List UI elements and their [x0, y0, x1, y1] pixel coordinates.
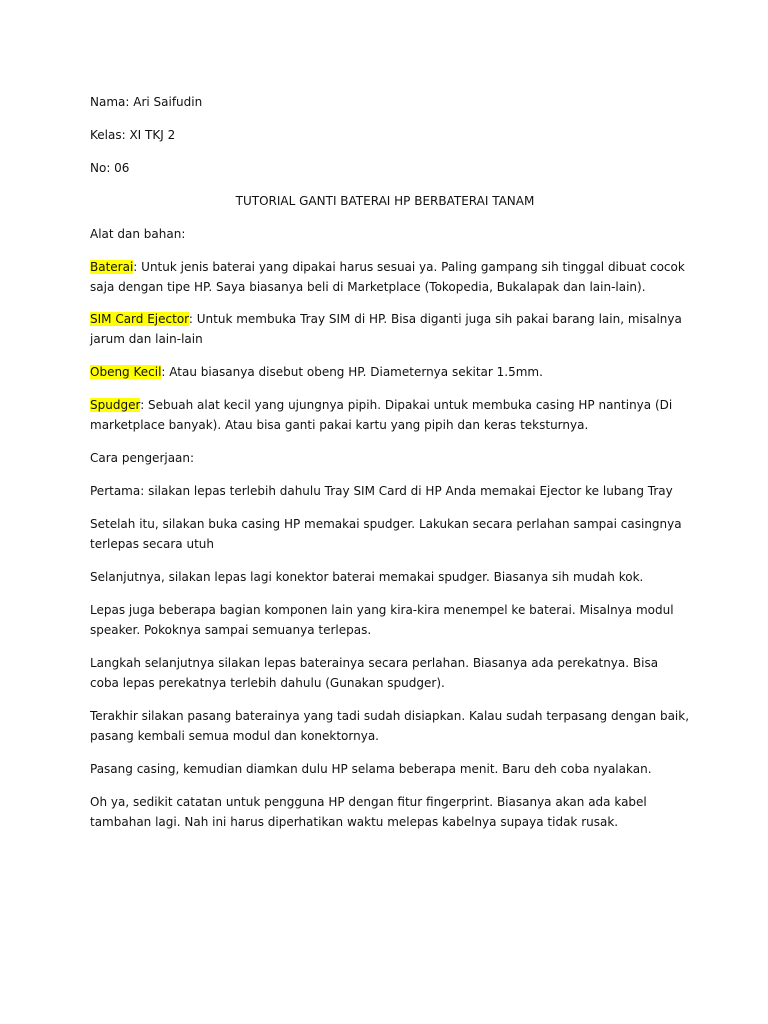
step-paragraph: Selanjutnya, silakan lepas lagi konektor baterai memakai spudger. Biasanya sih mudah kok.	[90, 570, 644, 584]
tool-item-spudger	[90, 395, 690, 435]
tool-term-obeng: Obeng Kecil	[90, 365, 162, 379]
tool-term-baterai: Baterai	[90, 260, 134, 274]
step-paragraph: Pertama: silakan lepas terlebih dahulu Tray SIM Card di HP Anda memakai Ejector ke lubang Tray	[90, 484, 673, 498]
step-paragraph: Oh ya, sedikit catatan untuk pengguna HP dengan fitur fingerprint. Biasanya akan ada kabel tambahan lagi. Nah ini harus diperhatikan waktu melepas kabelnya supaya tidak rusak.	[90, 795, 647, 829]
step-paragraph: Lepas juga beberapa bagian komponen lain yang kira-kira menempel ke baterai. Misalnya modul speaker. Pokoknya sampai semuanya terlepas.	[90, 603, 674, 637]
tool-term-sim-ejector: SIM Card Ejector	[90, 312, 189, 326]
tool-item-obeng	[90, 362, 690, 382]
tool-desc-spudger: : Sebuah alat kecil yang ujungnya pipih. Dipakai untuk membuka casing HP nantinya (Di marketplace banyak). Atau bisa ganti pakai kartu yang pipih dan keras teksturnya.	[90, 398, 673, 432]
steps-heading: Cara pengerjaan:	[90, 451, 195, 465]
step-paragraph: Terakhir silakan pasang baterainya yang tadi sudah disiapkan. Kalau sudah terpasang dengan baik, pasang kembali semua modul dan konektornya.	[90, 709, 690, 743]
student-class: Kelas: XI TKJ 2	[90, 128, 176, 142]
student-number: No: 06	[90, 161, 130, 175]
step-paragraph: Pasang casing, kemudian diamkan dulu HP selama beberapa menit. Baru deh coba nyalakan.	[90, 762, 652, 776]
step-paragraph: Setelah itu, silakan buka casing HP memakai spudger. Lakukan secara perlahan sampai casingnya terlepas secara utuh	[90, 517, 682, 551]
student-name: Nama: Ari Saifudin	[90, 95, 203, 109]
tool-desc-obeng: : Atau biasanya disebut obeng HP. Diameternya sekitar 1.5mm.	[161, 365, 543, 379]
tool-desc-sim-ejector: : Untuk membuka Tray SIM di HP. Bisa diganti juga sih pakai barang lain, misalnya jarum dan lain-lain	[90, 312, 682, 346]
step-paragraph: Langkah selanjutnya silakan lepas baterainya secara perlahan. Biasanya ada perekatnya. Bisa coba lepas perekatnya terlebih dahulu (Gunakan spudger).	[90, 656, 659, 690]
tool-term-spudger: Spudger	[90, 398, 141, 412]
tools-heading: Alat dan bahan:	[90, 227, 186, 241]
tool-item-baterai	[90, 257, 690, 297]
tool-desc-baterai: : Untuk jenis baterai yang dipakai harus sesuai ya. Paling gampang sih tinggal dibuat cocok saja dengan tipe HP. Saya biasanya beli di Marketplace (Tokopedia, Bukalapak dan lain-lain).	[90, 260, 685, 294]
tool-item-sim-ejector	[90, 309, 690, 349]
document-title: TUTORIAL GANTI BATERAI HP BERBATERAI TANAM	[235, 194, 535, 208]
